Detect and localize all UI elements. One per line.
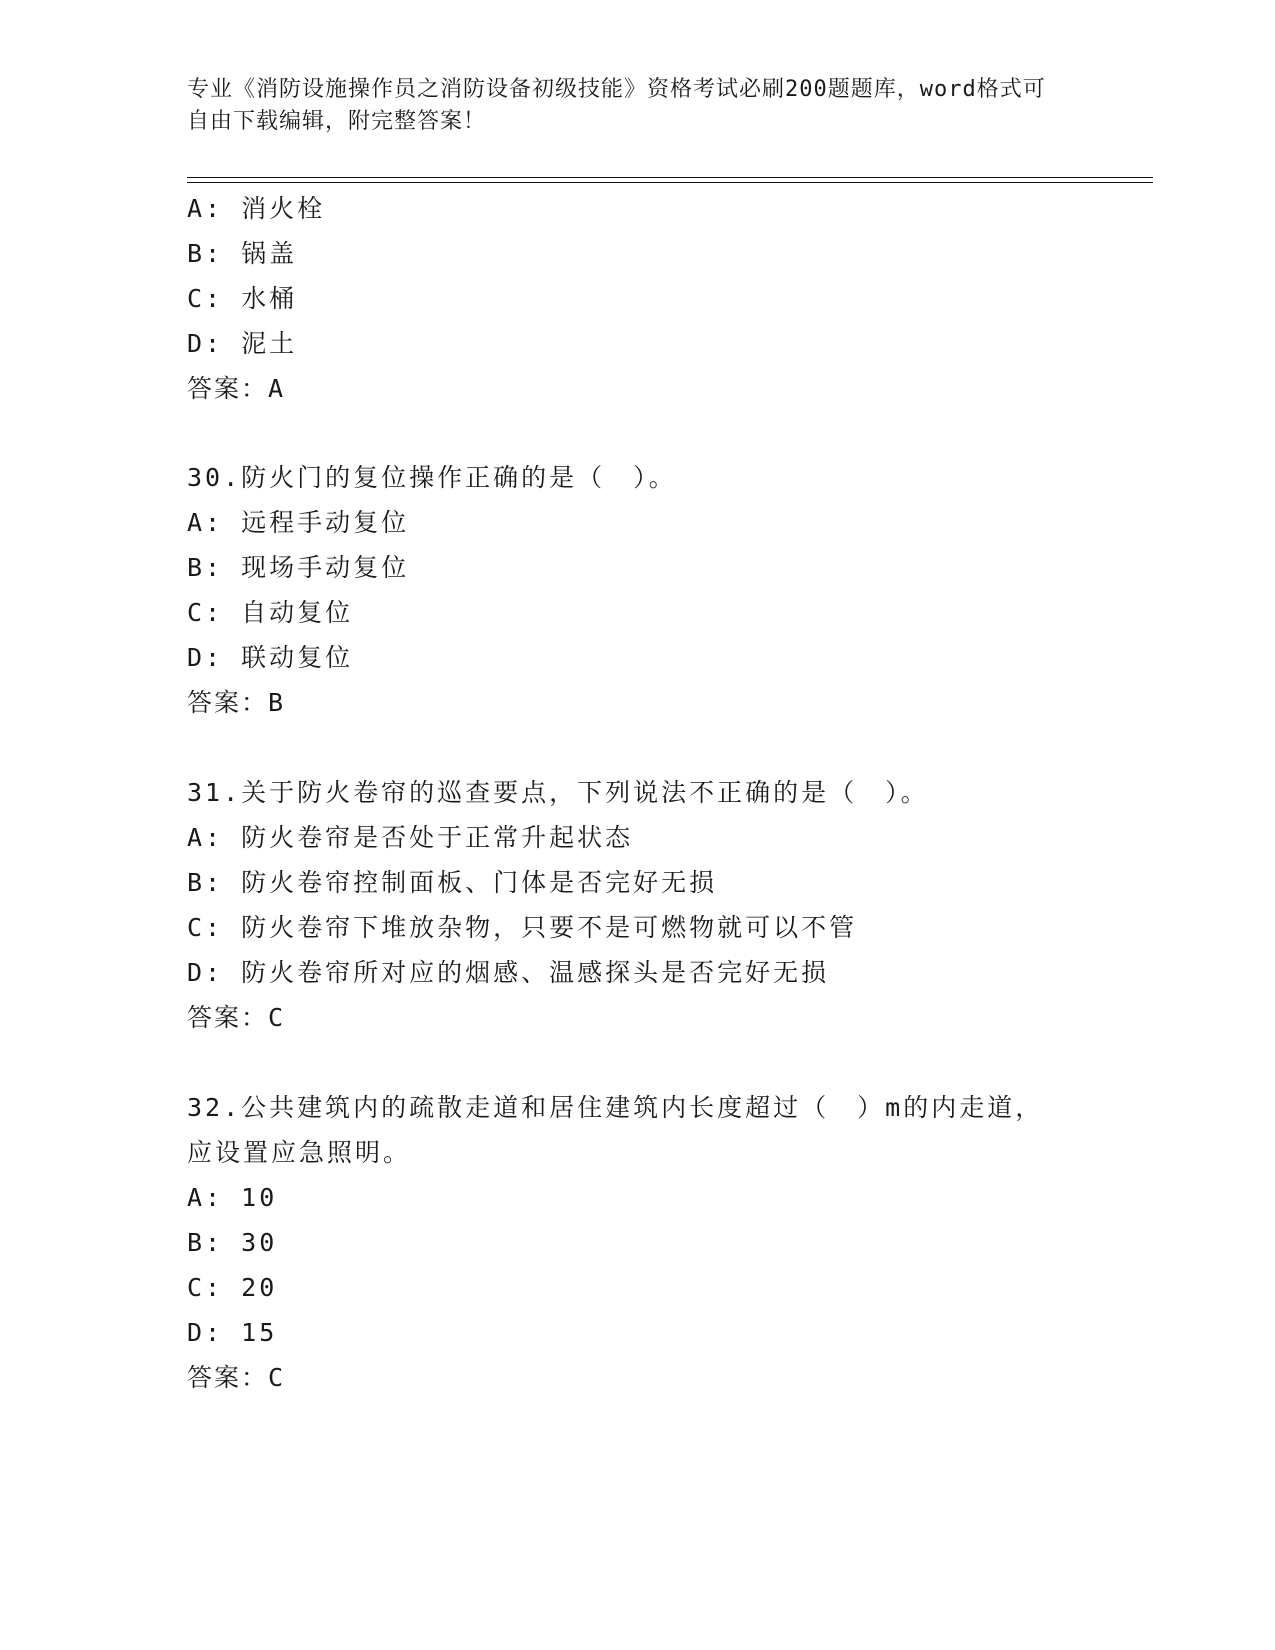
q29-option-c: C: 水桶	[187, 284, 298, 313]
q30-answer	[187, 686, 285, 720]
q31-option-a: A: 防火卷帘是否处于正常升起状态	[187, 823, 634, 852]
q31-answer	[187, 1001, 285, 1035]
q29-option-a: A: 消火栓	[187, 194, 326, 223]
q30-option-a: A: 远程手动复位	[187, 508, 410, 537]
header-rule-top	[187, 177, 1153, 178]
answer-label: 答案：	[187, 688, 269, 717]
q32-option-c: C: 20	[187, 1273, 278, 1302]
answer-value: C	[268, 1003, 286, 1032]
q29-option-b: B: 锅盖	[187, 239, 298, 268]
q31-option-b: B: 防火卷帘控制面板、门体是否完好无损	[187, 868, 718, 897]
q32-question-line2: 应设置应急照明。	[187, 1138, 412, 1167]
q32-question-line1: 32.公共建筑内的疏散走道和居住建筑内长度超过（ ）m的内走道，	[187, 1093, 1044, 1122]
answer-label: 答案：	[187, 374, 269, 403]
document-header: 专业《消防设施操作员之消防设备初级技能》资格考试必刷200题题库，word格式可自由下载编辑，附完整答案！	[187, 77, 1046, 134]
q32-option-b: B: 30	[187, 1228, 278, 1257]
q30-question: 30.防火门的复位操作正确的是（ ）。	[187, 463, 677, 492]
q30-option-c: C: 自动复位	[187, 598, 354, 627]
q32-answer	[187, 1361, 285, 1395]
q31-option-d: D: 防火卷帘所对应的烟感、温感探头是否完好无损	[187, 958, 830, 987]
q30-option-d: D: 联动复位	[187, 643, 354, 672]
answer-label: 答案：	[187, 1003, 269, 1032]
q31-option-c: C: 防火卷帘下堆放杂物，只要不是可燃物就可以不管	[187, 913, 858, 942]
q29-answer	[187, 372, 285, 406]
q32-option-d: D: 15	[187, 1318, 278, 1347]
q29-option-d: D: 泥土	[187, 329, 298, 358]
q30-option-b: B: 现场手动复位	[187, 553, 410, 582]
q31-question: 31.关于防火卷帘的巡查要点，下列说法不正确的是（ ）。	[187, 778, 929, 807]
answer-label: 答案：	[187, 1363, 269, 1392]
header-rule-bottom	[187, 182, 1153, 183]
answer-value: B	[268, 688, 286, 717]
answer-value: C	[268, 1363, 286, 1392]
answer-value: A	[268, 374, 286, 403]
q32-option-a: A: 10	[187, 1183, 278, 1212]
